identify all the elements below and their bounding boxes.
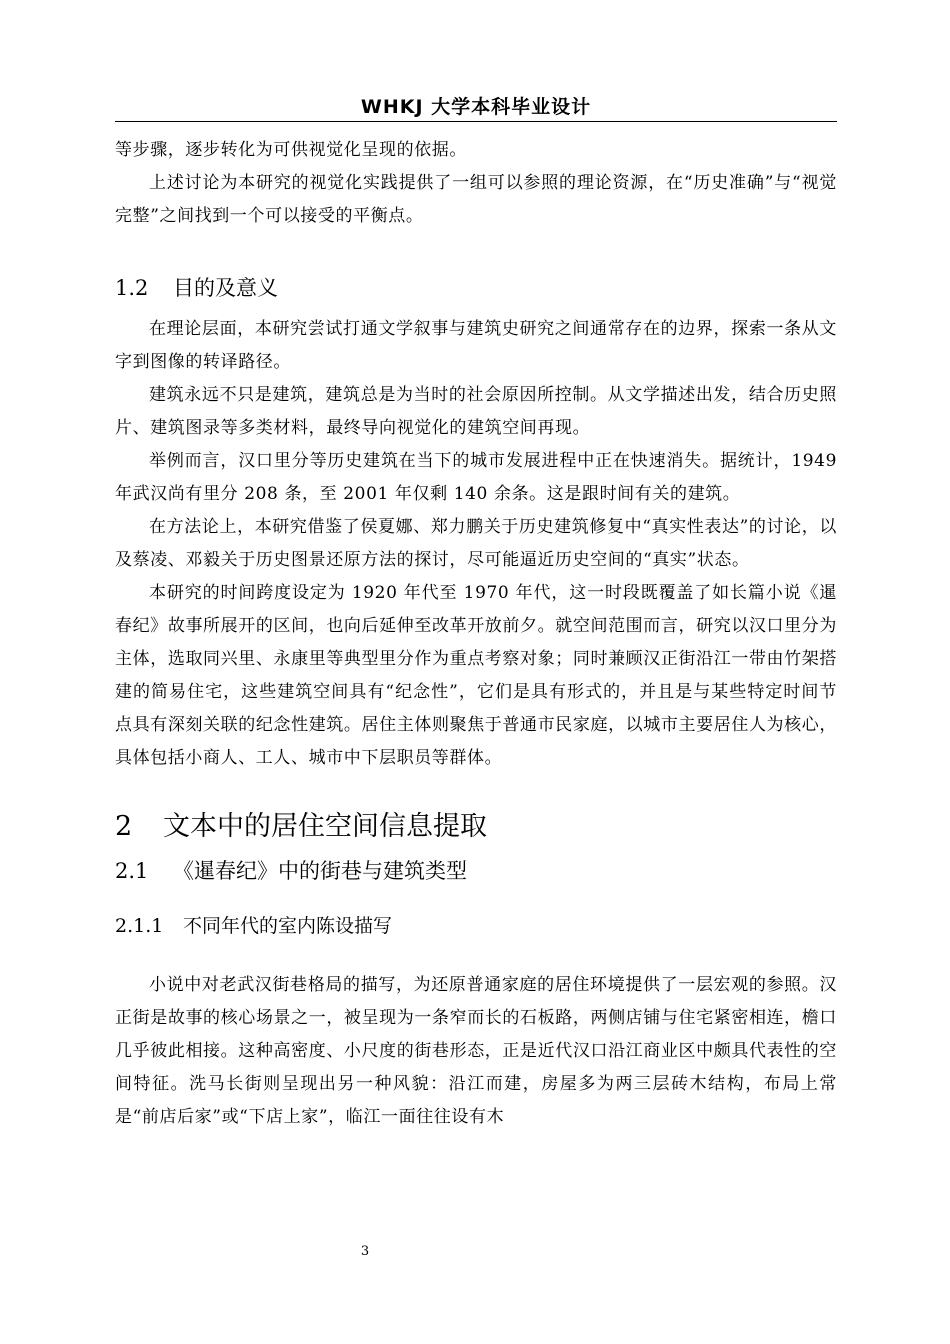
paragraph: 上述讨论为本研究的视觉化实践提供了一组可以参照的理论资源，在“历史准确”与“视觉完整”之间找到一个可以接受的平衡点。 [115,173,837,226]
running-header: WHKJ 大学本科毕业设计 [360,96,592,118]
section-heading-2-1 [115,855,837,887]
section-title: 目的及意义 [173,276,278,300]
paragraph: 小说中对老武汉街巷格局的描写，为还原普通家庭的居住环境提供了一层宏观的参照。汉正街是故事的核心场景之一，被呈现为一条窄而长的石板路，两侧店铺与住宅紧密相连，檐口几乎彼此相接。这种高密度、小尺度的街巷形态，正是近代汉口沿江商业区中颇具代表性的空间特征。洗马长街则呈现出另一种风貌：沿江而建，房屋多为两三层砖木结构，布局上常是“前店后家”或“下店上家”，临江一面往往设有木 [115,975,837,1127]
paragraph: 等步骤，逐步转化为可供视觉化呈现的依据。 [115,140,467,160]
subsection-heading-2-1-1 [115,911,837,941]
chapter-heading-2 [115,807,837,847]
header-rule [115,121,837,122]
subsection-title: 不同年代的室内陈设描写 [183,915,393,937]
section-number: 2.1 [115,859,149,883]
section-number: 1.2 [115,276,149,300]
body-text [115,134,837,1134]
chapter-title: 文本中的居住空间信息提取 [163,811,487,842]
paragraph: 举例而言，汉口里分等历史建筑在当下的城市发展进程中正在快速消失。据统计，1949 年武汉尚有里分 208 条，至 2001 年仅剩 140 余条。这是跟时间有关的建筑。 [115,451,837,504]
paragraph: 在方法论上，本研究借鉴了侯夏娜、郑力鹏关于历史建筑修复中“真实性表达”的讨论，以及蔡凌、邓毅关于历史图景还原方法的探讨，尽可能逼近历史空间的“真实”状态。 [115,517,837,570]
section-heading-1-2 [115,273,837,303]
section-title: 《暹春纪》中的街巷与建筑类型 [173,859,467,883]
page-number: 3 [360,1244,370,1259]
paragraph: 在理论层面，本研究尝试打通文学叙事与建筑史研究之间通常存在的边界，探索一条从文字到图像的转译路径。 [115,319,837,372]
paragraph: 建筑永远不只是建筑，建筑总是为当时的社会原因所控制。从文学描述出发，结合历史照片、建筑图录等多类材料，最终导向视觉化的建筑空间再现。 [115,385,837,438]
chapter-number: 2 [115,811,133,842]
subsection-number: 2.1.1 [115,915,164,937]
paragraph: 本研究的时间跨度设定为 1920 年代至 1970 年代，这一时段既覆盖了如长篇小说《暹春纪》故事所展开的区间，也向后延伸至改革开放前夕。就空间范围而言，研究以汉口里分为主体，选取同兴里、永康里等典型里分作为重点考察对象；同时兼顾汉正街沿江一带由竹架搭建的简易住宅，这些建筑空间具有“纪念性”，它们是具有形式的，并且是与某些特定时间节点具有深刻关联的纪念性建筑。居住主体则聚焦于普通市民家庭，以城市主要居住人为核心，具体包括小商人、工人、城市中下层职员等群体。 [115,583,837,768]
